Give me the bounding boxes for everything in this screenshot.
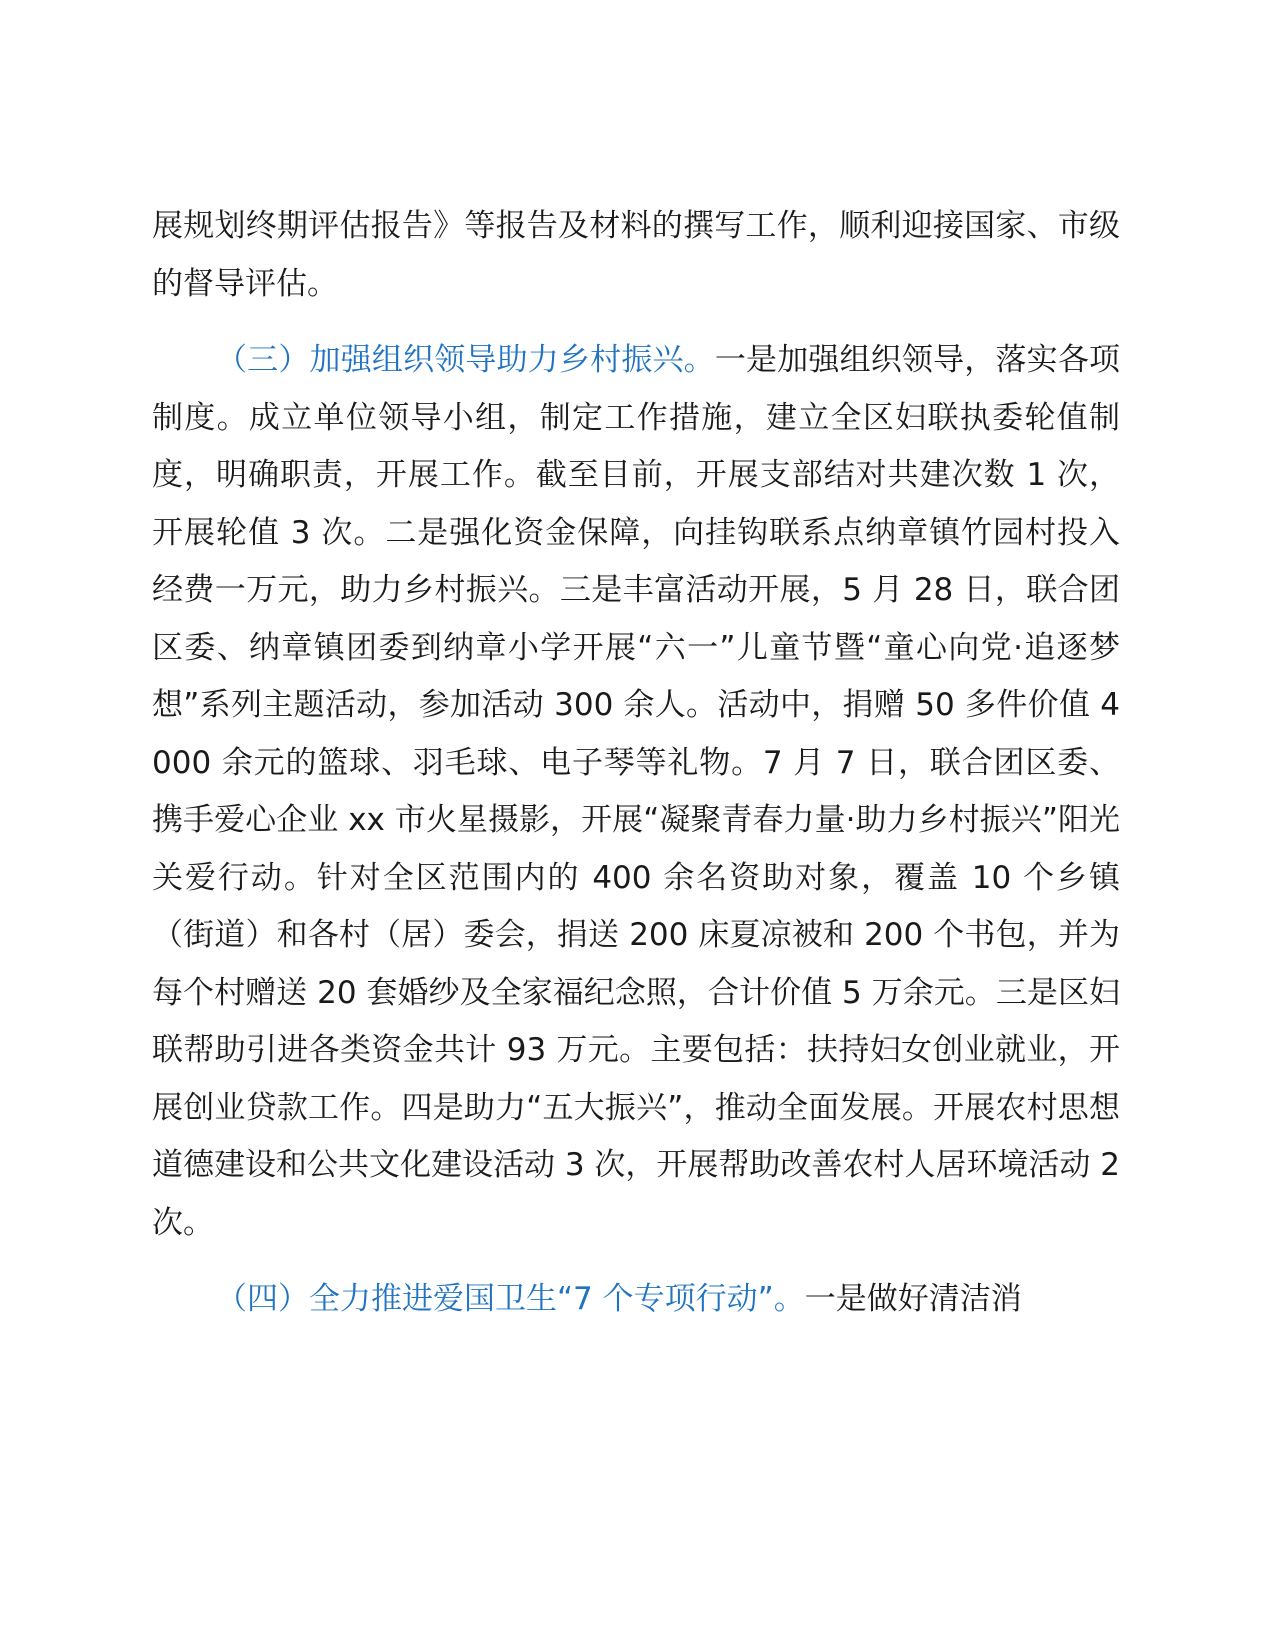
paragraph-section-3 (152, 332, 1120, 1252)
paragraph-text: 一是加强组织领导，落实各项制度。成立单位领导小组，制定工作措施，建立全区妇联执委轮值制度，明确职责，开展工作。截至目前，开展支部结对共建次数 1 次，开展轮值 3 次。二是强化资金保障，向挂钩联系点纳章镇竹园村投入经费一万元，助力乡村振兴。三是丰富活动开展，5 月 28 日，联合团区委、纳章镇团委到纳章小学开展“六一”儿童节暨“童心向党·追逐梦想”系列主题活动，参加活动 300 余人。活动中，捐赠 50 多件价值 4000 余元的篮球、羽毛球、电子琴等礼物。7 月 7 日，联合团区委、携手爱心企业 xx 市火星摄影，开展“凝聚青春力量·助力乡村振兴”阳光关爱行动。针对全区范围内的 400 余名资助对象，覆盖 10 个乡镇（街道）和各村（居）委会，捐送 200 床夏凉被和 200 个书包，并为每个村赠送 20 套婚纱及全家福纪念照，合计价值 5 万余元。三是区妇联帮助引进各类资金共计 93 万元。主要包括：扶持妇女创业就业，开展创业贷款工作。四是助力“五大振兴”，推动全面发展。开展农村思想道德建设和公共文化建设活动 3 次，开展帮助改善农村人居环境活动 2 次。 (152, 342, 1121, 1241)
document-body (152, 198, 1120, 1329)
paragraph-text: 展规划终期评估报告》等报告及材料的撰写工作，顺利迎接国家、市级的督导评估。 (152, 208, 1120, 302)
paragraph-continued (152, 198, 1120, 313)
section-heading-3: （三）加强组织领导助力乡村振兴。 (216, 342, 715, 378)
paragraph-text: 一是做好清洁消 (804, 1281, 1022, 1317)
section-heading-4: （四）全力推进爱国卫生“7 个专项行动”。 (216, 1281, 805, 1317)
paragraph-section-4 (152, 1271, 1120, 1329)
